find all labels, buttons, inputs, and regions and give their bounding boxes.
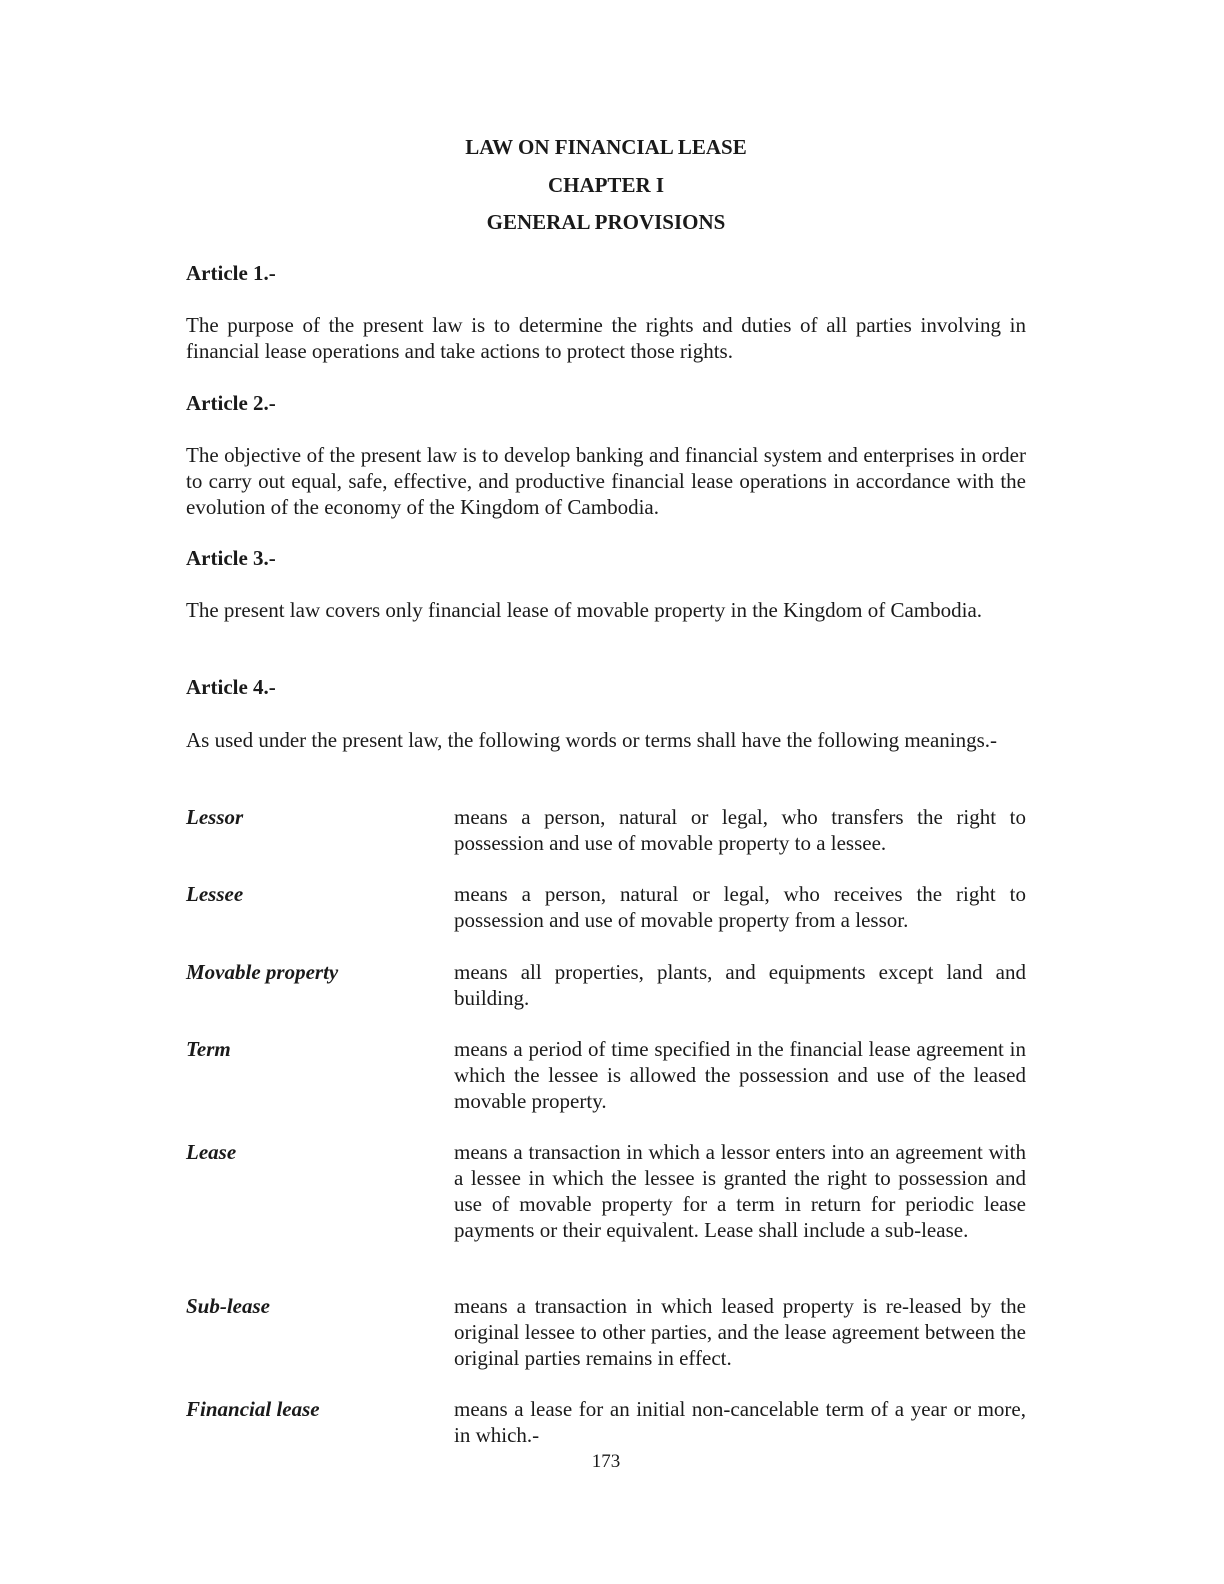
definition-term-term: Term: [186, 1037, 231, 1061]
article-3-title: Article 3.-: [186, 546, 276, 570]
article-2-text: The objective of the present law is to develop banking and financial system and enterprises in order to carry out equal, safe, effective, and productive financial lease operations in accordance with the evolution of the economy of the Kingdom of Cambodia.: [186, 443, 1026, 519]
definition-meaning-term: means a period of time specified in the financial lease agreement in which the lessee is allowed the possession and use of the leased movable property.: [454, 1037, 1026, 1113]
law-title: LAW ON FINANCIAL LEASE: [465, 135, 747, 159]
article-2-title: Article 2.-: [186, 391, 276, 415]
definition-term-sub-lease: Sub-lease: [186, 1294, 270, 1318]
definition-meaning-lessor: means a person, natural or legal, who transfers the right to possession and use of movable property to a lessee.: [454, 805, 1026, 855]
article-4-title: Article 4.-: [186, 675, 276, 699]
definition-meaning-movable-property: means all properties, plants, and equipments except land and building.: [454, 960, 1026, 1010]
definition-term-financial-lease: Financial lease: [186, 1397, 320, 1421]
definition-term-movable-property: Movable property: [186, 960, 339, 984]
definition-term-lessor: Lessor: [186, 805, 244, 829]
article-1-title: Article 1.-: [186, 261, 276, 285]
definition-meaning-financial-lease: means a lease for an initial non-cancelable term of a year or more, in which.-: [454, 1397, 1026, 1447]
chapter-title: GENERAL PROVISIONS: [486, 210, 726, 234]
article-3-text: The present law covers only financial lease of movable property in the Kingdom of Cambodia.: [186, 598, 983, 622]
page-number: 173: [591, 1451, 621, 1472]
definition-meaning-lessee: means a person, natural or legal, who receives the right to possession and use of movable property from a lessor.: [454, 882, 1026, 932]
article-1-text: The purpose of the present law is to determine the rights and duties of all parties involving in financial lease operations and take actions to protect those rights.: [186, 313, 1026, 363]
chapter-number: CHAPTER I: [547, 173, 665, 197]
definition-term-lessee: Lessee: [186, 882, 244, 906]
article-4-text: As used under the present law, the following words or terms shall have the following meanings.-: [186, 728, 998, 752]
definition-term-lease: Lease: [186, 1140, 237, 1164]
definition-meaning-sub-lease: means a transaction in which leased property is re-leased by the original lessee to other parties, and the lease agreement between the original parties remains in effect.: [454, 1294, 1026, 1370]
definition-meaning-lease: means a transaction in which a lessor enters into an agreement with a lessee in which the lessee is granted the right to possession and use of movable property for a term in return for periodic lease payments or their equivalent. Lease shall include a sub-lease.: [454, 1140, 1026, 1242]
